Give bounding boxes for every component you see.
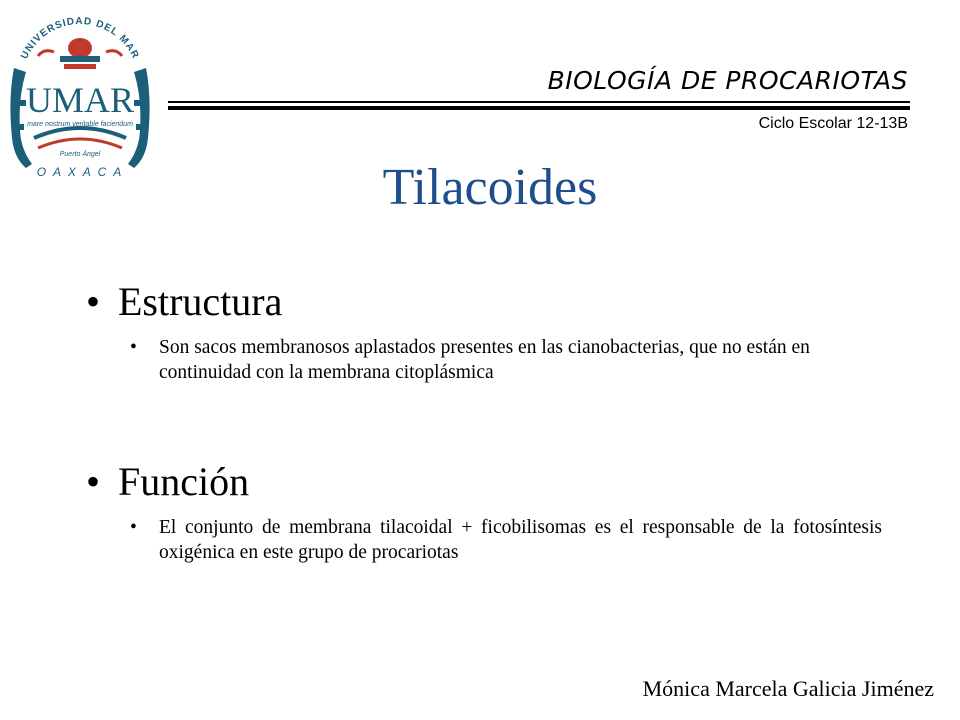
list-item-text: El conjunto de membrana tilacoidal + ficobilisomas es el responsable de la fotosíntesis oxigénica en este grupo de procariotas [159,517,882,563]
bullet-icon: • [86,459,101,504]
course-title: BIOLOGÍA DE PROCARIOTAS [547,66,908,95]
section-heading-row [86,278,886,325]
section-function [86,458,886,565]
logo-campus: Puerto Ángel [59,151,101,158]
logo-monogram: UMAR [25,80,135,120]
emblem-icon [38,38,122,69]
author-name: Mónica Marcela Galicia Jiménez [642,676,934,701]
logo-state: O A X A C A [36,165,124,179]
school-cycle: Ciclo Escolar 12-13B [758,115,908,132]
header-divider-thin [168,101,910,103]
section-heading: Estructura [118,279,283,324]
section-heading: Función [118,459,250,504]
header-divider-thick [168,106,910,110]
list-item-text: Son sacos membranosos aplastados presentes en las cianobacterias, que no están en continuidad con la membrana citoplásmica [159,337,810,383]
section-heading-row [86,458,886,505]
logo-motto: mare nostrum veritable faciendum [27,121,133,128]
slide-title: Tilacoides [382,159,598,216]
list-item [130,335,886,385]
list-item [130,515,886,565]
bullet-icon: • [130,517,137,538]
university-logo [4,8,156,180]
section-structure [86,278,886,385]
bullet-icon: • [86,279,101,324]
logo-arc-text: UNIVERSIDAD DEL MAR [19,15,141,62]
university-seal-icon [4,8,156,180]
bullet-icon: • [130,337,137,358]
